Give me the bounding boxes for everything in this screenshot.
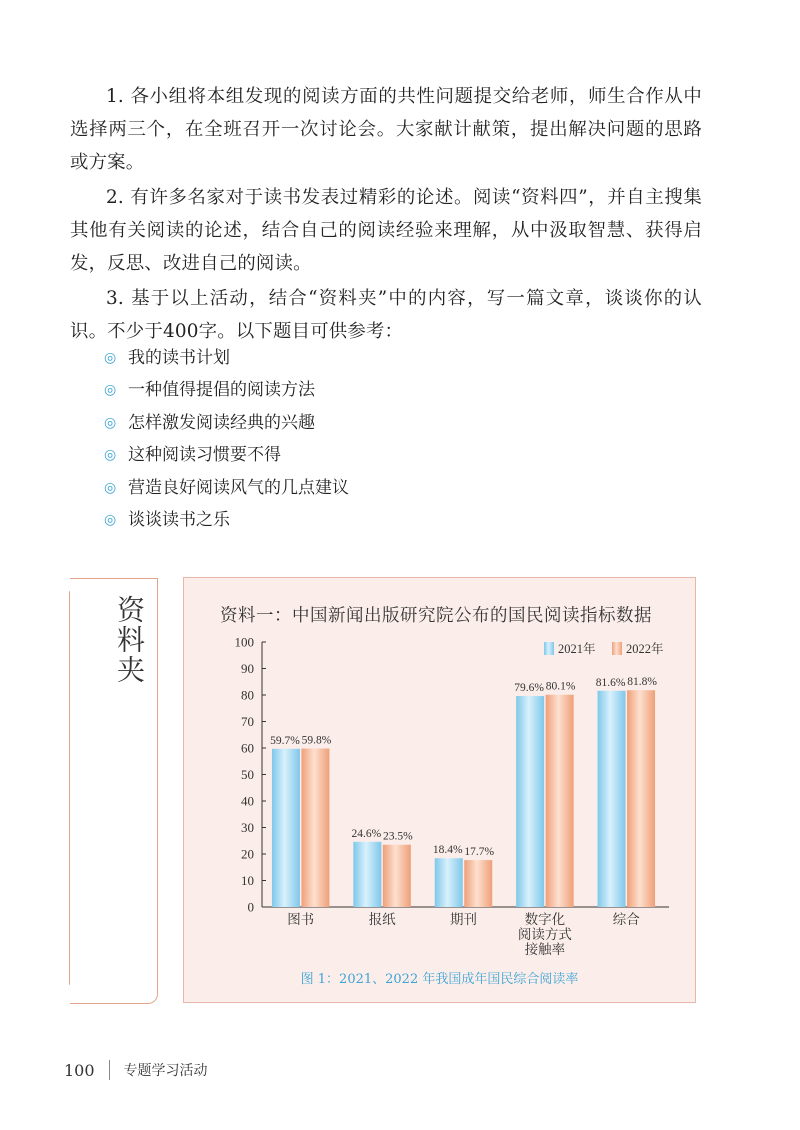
paragraph-3: 3. 基于以上活动，结合“资料夹”中的内容，写一篇文章，谈谈你的认识。不少于400字。以下题目可供参考： bbox=[70, 288, 702, 342]
legend-swatch-2021 bbox=[544, 642, 554, 655]
bar-2022 bbox=[546, 695, 574, 907]
x-tick-label: 报纸 bbox=[368, 912, 396, 928]
bar-2022 bbox=[464, 860, 492, 907]
bar-2022 bbox=[383, 845, 411, 907]
legend-swatch-2022 bbox=[612, 642, 622, 655]
sidebar-title: 资料夹 bbox=[113, 595, 146, 685]
bullet-icon: ◎ bbox=[104, 511, 117, 528]
y-tick-label: 20 bbox=[241, 846, 254, 862]
x-tick-label: 数字化 bbox=[524, 912, 566, 928]
y-tick-label: 80 bbox=[241, 687, 254, 703]
data-label: 81.6% bbox=[595, 676, 626, 689]
bullet-icon: ◎ bbox=[104, 447, 117, 464]
section-name: 专题学习活动 bbox=[123, 1063, 208, 1079]
y-tick-label: 0 bbox=[247, 899, 254, 915]
bar-2021 bbox=[598, 691, 626, 907]
sidebar-frame bbox=[70, 578, 158, 1004]
page-number: 100 bbox=[64, 1060, 95, 1080]
page-footer bbox=[64, 1060, 208, 1080]
topic-list bbox=[104, 342, 349, 536]
paragraph-1: 1. 各小组将本组发现的阅读方面的共性问题提交给老师，师生合作从中选择两三个，在全班召开一次讨论会。大家献计献策，提出解决问题的思路或方案。 bbox=[70, 86, 702, 173]
x-tick-label: 图书 bbox=[287, 912, 315, 928]
list-item bbox=[104, 374, 349, 406]
data-label: 81.8% bbox=[627, 676, 657, 689]
bar-2021 bbox=[353, 842, 381, 907]
legend-label: 2021年 bbox=[558, 642, 596, 656]
list-item bbox=[104, 504, 349, 536]
y-tick-label: 100 bbox=[234, 634, 254, 650]
x-tick-label: 期刊 bbox=[450, 912, 477, 928]
bullet-icon: ◎ bbox=[104, 414, 117, 431]
chart-caption: 图 1：2021、2022 年我国成年国民综合阅读率 bbox=[300, 972, 579, 987]
paragraph-2: 2. 有许多名家对于读书发表过精彩的论述。阅读“资料四”，并自主搜集其他有关阅读的论述，结合自己的阅读经验来理解，从中汲取智慧、获得启发，反思、改进自己的阅读。 bbox=[70, 187, 702, 274]
footer-divider bbox=[109, 1060, 110, 1080]
legend-label: 2022年 bbox=[626, 642, 664, 656]
data-label: 59.7% bbox=[270, 734, 300, 747]
bullet-icon: ◎ bbox=[104, 350, 117, 366]
bullet-icon: ◎ bbox=[104, 382, 117, 399]
topic-text: 一种值得提倡的阅读方法 bbox=[128, 380, 315, 401]
bullet-icon: ◎ bbox=[104, 479, 117, 496]
y-tick-label: 10 bbox=[241, 873, 254, 888]
bar-2021 bbox=[435, 858, 463, 907]
bar-chart bbox=[184, 578, 697, 1004]
data-label: 18.4% bbox=[432, 844, 463, 857]
x-tick-label: 阅读方式 bbox=[517, 927, 572, 943]
list-item bbox=[104, 407, 349, 439]
data-label: 80.1% bbox=[545, 680, 576, 693]
bar-2021 bbox=[272, 749, 300, 907]
topic-text: 营造良好阅读风气的几点建议 bbox=[128, 477, 349, 498]
data-label: 23.5% bbox=[382, 830, 413, 843]
y-tick-label: 70 bbox=[241, 714, 254, 729]
topic-text: 谈谈读书之乐 bbox=[128, 509, 230, 530]
data-label: 24.6% bbox=[351, 827, 382, 840]
topic-text: 这种阅读习惯要不得 bbox=[128, 445, 281, 466]
bar-2022 bbox=[627, 690, 655, 907]
data-label: 17.7% bbox=[464, 846, 495, 859]
y-tick-label: 40 bbox=[241, 793, 254, 809]
topic-text: 怎样激发阅读经典的兴趣 bbox=[128, 412, 315, 433]
chart-panel bbox=[183, 577, 696, 1003]
y-tick-label: 50 bbox=[241, 767, 254, 782]
bar-2022 bbox=[301, 749, 329, 907]
x-tick-label: 接触率 bbox=[524, 942, 566, 958]
topic-text: 我的读书计划 bbox=[128, 348, 230, 368]
y-tick-label: 90 bbox=[241, 661, 254, 676]
bar-2021 bbox=[516, 696, 544, 907]
list-item bbox=[104, 472, 349, 504]
list-item bbox=[104, 439, 349, 471]
chart-title: 资料一：中国新闻出版研究院公布的国民阅读指标数据 bbox=[220, 606, 652, 626]
list-item bbox=[104, 342, 349, 374]
y-tick-label: 30 bbox=[241, 820, 254, 835]
data-label: 59.8% bbox=[301, 734, 332, 747]
data-label: 79.6% bbox=[514, 682, 545, 695]
x-tick-label: 综合 bbox=[612, 912, 640, 928]
y-tick-label: 60 bbox=[241, 740, 254, 756]
